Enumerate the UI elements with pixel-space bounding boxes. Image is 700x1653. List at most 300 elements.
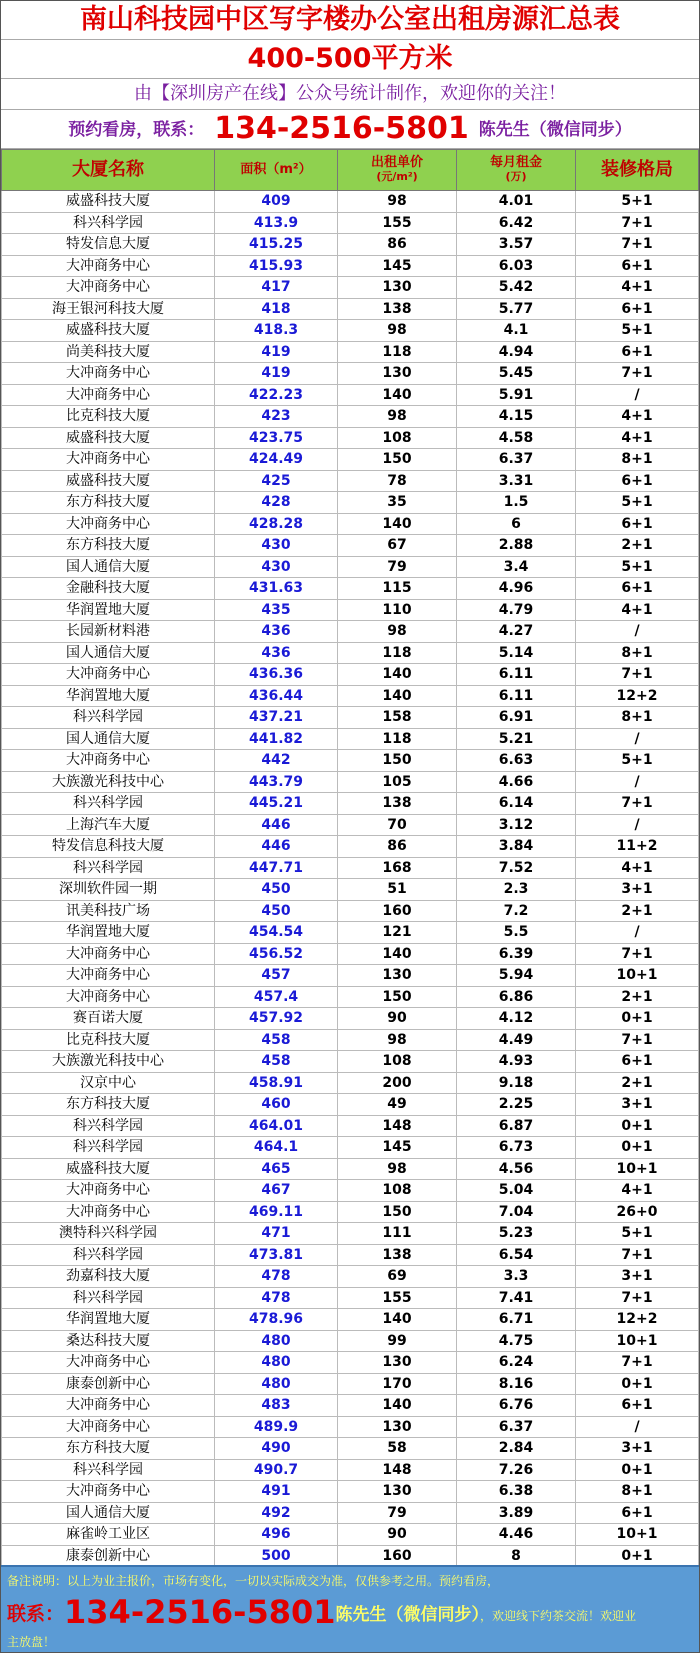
unit-price-cell: 70 (338, 814, 457, 836)
monthly-rent-cell: 5.14 (457, 642, 576, 664)
area-cell: 441.82 (215, 728, 338, 750)
unit-price-cell: 140 (338, 1309, 457, 1331)
unit-price-cell: 108 (338, 1180, 457, 1202)
area-cell: 491 (215, 1481, 338, 1503)
building-name-cell: 尚美科技大厦 (2, 341, 215, 363)
layout-cell: 4+1 (576, 1180, 699, 1202)
area-cell: 458 (215, 1051, 338, 1073)
page-title: 南山科技园中区写字楼办公室出租房源汇总表 (1, 1, 699, 40)
monthly-rent-cell: 6.86 (457, 986, 576, 1008)
area-cell: 480 (215, 1352, 338, 1374)
building-name-cell: 讯美科技广场 (2, 900, 215, 922)
area-cell: 415.25 (215, 234, 338, 256)
unit-price-cell: 155 (338, 212, 457, 234)
monthly-rent-cell: 4.01 (457, 191, 576, 213)
table-row (2, 406, 699, 428)
monthly-rent-cell: 4.66 (457, 771, 576, 793)
booking-label: 预约看房，联系： (68, 120, 205, 140)
table-row (2, 1438, 699, 1460)
table-row (2, 986, 699, 1008)
area-cell: 436 (215, 642, 338, 664)
table-row (2, 449, 699, 471)
area-cell: 419 (215, 363, 338, 385)
unit-price-cell: 98 (338, 621, 457, 643)
monthly-rent-cell: 4.49 (457, 1029, 576, 1051)
monthly-rent-cell: 5.23 (457, 1223, 576, 1245)
table-row (2, 191, 699, 213)
area-cell: 450 (215, 879, 338, 901)
building-name-cell: 科兴科学园 (2, 1115, 215, 1137)
table-row (2, 642, 699, 664)
layout-cell: 3+1 (576, 1094, 699, 1116)
table-row (2, 922, 699, 944)
header-phone-number: 134-2516-5801 (214, 111, 469, 146)
building-name-cell: 大族激光科技中心 (2, 1051, 215, 1073)
layout-cell: 2+1 (576, 1072, 699, 1094)
layout-cell: 5+1 (576, 750, 699, 772)
unit-price-cell: 200 (338, 1072, 457, 1094)
layout-cell: 4+1 (576, 277, 699, 299)
unit-price-cell: 78 (338, 470, 457, 492)
table-row (2, 1266, 699, 1288)
table-row (2, 707, 699, 729)
area-cell: 457 (215, 965, 338, 987)
layout-cell: 6+1 (576, 341, 699, 363)
monthly-rent-cell: 5.04 (457, 1180, 576, 1202)
monthly-rent-cell: 6.24 (457, 1352, 576, 1374)
monthly-rent-cell: 5.45 (457, 363, 576, 385)
area-cell: 471 (215, 1223, 338, 1245)
table-row (2, 814, 699, 836)
unit-price-header-label: 出租单价 (370, 155, 423, 171)
table-row (2, 943, 699, 965)
building-name-cell: 特发信息科技大厦 (2, 836, 215, 858)
area-cell: 418 (215, 298, 338, 320)
building-name-cell: 上海汽车大厦 (2, 814, 215, 836)
monthly-rent-cell: 6.11 (457, 685, 576, 707)
area-cell: 496 (215, 1524, 338, 1546)
layout-cell: 6+1 (576, 578, 699, 600)
building-name-cell: 长园新材料港 (2, 621, 215, 643)
building-name-cell: 大冲商务中心 (2, 943, 215, 965)
layout-cell: 7+1 (576, 234, 699, 256)
monthly-rent-cell: 3.31 (457, 470, 576, 492)
table-row (2, 1244, 699, 1266)
layout-cell: 4+1 (576, 427, 699, 449)
monthly-rent-cell: 5.42 (457, 277, 576, 299)
unit-price-cell: 108 (338, 1051, 457, 1073)
building-name-cell: 大冲商务中心 (2, 363, 215, 385)
layout-cell: 11+2 (576, 836, 699, 858)
unit-price-cell: 98 (338, 406, 457, 428)
building-name-cell: 威盛科技大厦 (2, 320, 215, 342)
table-row (2, 793, 699, 815)
area-cell: 446 (215, 836, 338, 858)
area-range-subtitle: 400-500平方米 (1, 40, 699, 79)
layout-cell: 7+1 (576, 793, 699, 815)
building-name-cell: 威盛科技大厦 (2, 427, 215, 449)
unit-price-cell: 111 (338, 1223, 457, 1245)
building-name-cell: 东方科技大厦 (2, 535, 215, 557)
monthly-rent-cell: 4.75 (457, 1330, 576, 1352)
layout-cell: 8+1 (576, 449, 699, 471)
building-name-cell: 劲嘉科技大厦 (2, 1266, 215, 1288)
table-row (2, 685, 699, 707)
layout-cell: 0+1 (576, 1459, 699, 1481)
layout-cell: 5+1 (576, 492, 699, 514)
column-header-building: 大厦名称 (2, 150, 215, 191)
table-row (2, 728, 699, 750)
monthly-rent-cell: 3.3 (457, 1266, 576, 1288)
table-row (2, 1137, 699, 1159)
layout-cell: / (576, 1416, 699, 1438)
monthly-rent-cell: 6.03 (457, 255, 576, 277)
monthly-rent-cell: 4.58 (457, 427, 576, 449)
table-row (2, 320, 699, 342)
unit-price-cell: 51 (338, 879, 457, 901)
building-name-cell: 科兴科学园 (2, 1459, 215, 1481)
layout-cell: 5+1 (576, 556, 699, 578)
layout-cell: 7+1 (576, 1352, 699, 1374)
monthly-rent-cell: 7.52 (457, 857, 576, 879)
monthly-rent-cell: 4.12 (457, 1008, 576, 1030)
table-row (2, 900, 699, 922)
area-cell: 436.36 (215, 664, 338, 686)
building-name-cell: 科兴科学园 (2, 1244, 215, 1266)
table-row (2, 277, 699, 299)
layout-cell: 6+1 (576, 298, 699, 320)
table-row (2, 1416, 699, 1438)
table-row (2, 879, 699, 901)
table-row (2, 1008, 699, 1030)
table-row (2, 771, 699, 793)
area-cell: 445.21 (215, 793, 338, 815)
layout-cell: 10+1 (576, 1524, 699, 1546)
monthly-rent-cell: 8.16 (457, 1373, 576, 1395)
layout-cell: 6+1 (576, 255, 699, 277)
layout-cell: 7+1 (576, 664, 699, 686)
unit-price-cell: 58 (338, 1438, 457, 1460)
layout-cell: 3+1 (576, 1266, 699, 1288)
monthly-rent-cell: 4.15 (457, 406, 576, 428)
unit-price-cell: 105 (338, 771, 457, 793)
table-row (2, 427, 699, 449)
layout-cell: 7+1 (576, 212, 699, 234)
area-cell: 465 (215, 1158, 338, 1180)
layout-cell: 0+1 (576, 1373, 699, 1395)
building-name-cell: 大冲商务中心 (2, 255, 215, 277)
table-row (2, 1395, 699, 1417)
building-name-cell: 比克科技大厦 (2, 1029, 215, 1051)
monthly-rent-cell: 6.87 (457, 1115, 576, 1137)
unit-price-cell: 170 (338, 1373, 457, 1395)
table-row (2, 1373, 699, 1395)
unit-price-cell: 140 (338, 513, 457, 535)
table-row (2, 1287, 699, 1309)
footer-banner (1, 1565, 699, 1652)
building-name-cell: 康泰创新中心 (2, 1373, 215, 1395)
monthly-rent-cell: 6.54 (457, 1244, 576, 1266)
area-cell: 422.23 (215, 384, 338, 406)
building-name-cell: 比克科技大厦 (2, 406, 215, 428)
table-row (2, 857, 699, 879)
unit-price-cell: 150 (338, 449, 457, 471)
layout-cell: 0+1 (576, 1137, 699, 1159)
area-cell: 428 (215, 492, 338, 514)
column-header-unit-price (338, 150, 457, 191)
unit-price-cell: 86 (338, 234, 457, 256)
area-cell: 458.91 (215, 1072, 338, 1094)
layout-cell: 8+1 (576, 642, 699, 664)
layout-cell: 7+1 (576, 1287, 699, 1309)
unit-price-cell: 150 (338, 986, 457, 1008)
unit-price-cell: 158 (338, 707, 457, 729)
building-name-cell: 特发信息大厦 (2, 234, 215, 256)
building-name-cell: 科兴科学园 (2, 793, 215, 815)
unit-price-cell: 118 (338, 341, 457, 363)
table-row (2, 1545, 699, 1567)
monthly-rent-cell: 9.18 (457, 1072, 576, 1094)
layout-cell: 12+2 (576, 1309, 699, 1331)
layout-cell: 26+0 (576, 1201, 699, 1223)
monthly-rent-cell: 4.1 (457, 320, 576, 342)
table-row (2, 1481, 699, 1503)
listing-table (1, 149, 699, 1567)
table-row (2, 1094, 699, 1116)
table-header-row (2, 150, 699, 191)
layout-cell: 4+1 (576, 406, 699, 428)
footer-phone-number: 134-2516-5801 (64, 1593, 336, 1631)
footer-invite-text: ，欢迎线下约茶交流！欢迎业 (480, 1609, 637, 1623)
unit-price-cell: 98 (338, 1158, 457, 1180)
area-cell: 460 (215, 1094, 338, 1116)
layout-cell: / (576, 384, 699, 406)
area-cell: 478 (215, 1266, 338, 1288)
monthly-rent-cell: 3.57 (457, 234, 576, 256)
layout-cell: 6+1 (576, 513, 699, 535)
unit-price-cell: 138 (338, 793, 457, 815)
footer-contact-label: 联系： (7, 1603, 65, 1625)
layout-cell: 5+1 (576, 1223, 699, 1245)
monthly-rent-cell: 6.39 (457, 943, 576, 965)
area-cell: 489.9 (215, 1416, 338, 1438)
monthly-rent-cell: 2.84 (457, 1438, 576, 1460)
unit-price-cell: 145 (338, 255, 457, 277)
table-row (2, 1072, 699, 1094)
unit-price-cell: 86 (338, 836, 457, 858)
layout-cell: 6+1 (576, 470, 699, 492)
unit-price-cell: 140 (338, 943, 457, 965)
layout-cell: 6+1 (576, 1502, 699, 1524)
footer-invite-continued: 主放盘！ (7, 1635, 56, 1649)
table-row (2, 363, 699, 385)
layout-cell: 6+1 (576, 1051, 699, 1073)
monthly-rent-cell: 7.26 (457, 1459, 576, 1481)
area-cell: 447.71 (215, 857, 338, 879)
unit-price-cell: 118 (338, 728, 457, 750)
table-row (2, 255, 699, 277)
building-name-cell: 大冲商务中心 (2, 1180, 215, 1202)
unit-price-cell: 140 (338, 384, 457, 406)
unit-price-cell: 130 (338, 1416, 457, 1438)
building-name-cell: 国人通信大厦 (2, 1502, 215, 1524)
unit-price-cell: 150 (338, 1201, 457, 1223)
layout-cell: 0+1 (576, 1115, 699, 1137)
area-cell: 442 (215, 750, 338, 772)
building-name-cell: 大冲商务中心 (2, 449, 215, 471)
area-cell: 423 (215, 406, 338, 428)
monthly-rent-cell: 7.2 (457, 900, 576, 922)
building-name-cell: 国人通信大厦 (2, 556, 215, 578)
building-name-cell: 华润置地大厦 (2, 1309, 215, 1331)
unit-price-cell: 110 (338, 599, 457, 621)
building-name-cell: 科兴科学园 (2, 707, 215, 729)
table-row (2, 1029, 699, 1051)
table-row (2, 1524, 699, 1546)
area-cell: 443.79 (215, 771, 338, 793)
area-cell: 483 (215, 1395, 338, 1417)
table-row (2, 1459, 699, 1481)
unit-price-cell: 155 (338, 1287, 457, 1309)
area-cell: 423.75 (215, 427, 338, 449)
area-cell: 500 (215, 1545, 338, 1567)
unit-price-cell: 168 (338, 857, 457, 879)
table-row (2, 492, 699, 514)
building-name-cell: 大冲商务中心 (2, 1201, 215, 1223)
area-cell: 428.28 (215, 513, 338, 535)
unit-price-cell: 130 (338, 277, 457, 299)
monthly-rent-cell: 6.37 (457, 1416, 576, 1438)
unit-price-cell: 98 (338, 191, 457, 213)
area-cell: 436 (215, 621, 338, 643)
unit-price-cell: 130 (338, 965, 457, 987)
building-name-cell: 汉京中心 (2, 1072, 215, 1094)
building-name-cell: 科兴科学园 (2, 1137, 215, 1159)
monthly-rent-cell: 6 (457, 513, 576, 535)
building-name-cell: 大冲商务中心 (2, 664, 215, 686)
layout-cell: 8+1 (576, 707, 699, 729)
area-cell: 492 (215, 1502, 338, 1524)
area-cell: 417 (215, 277, 338, 299)
building-name-cell: 桑达科技大厦 (2, 1330, 215, 1352)
layout-cell: 7+1 (576, 363, 699, 385)
table-body (2, 191, 699, 1567)
area-cell: 457.92 (215, 1008, 338, 1030)
table-row (2, 1330, 699, 1352)
layout-cell: 7+1 (576, 1244, 699, 1266)
layout-cell: 12+2 (576, 685, 699, 707)
monthly-rent-cell: 3.12 (457, 814, 576, 836)
monthly-rent-cell: 5.94 (457, 965, 576, 987)
area-cell: 454.54 (215, 922, 338, 944)
layout-cell: 4+1 (576, 857, 699, 879)
area-cell: 478 (215, 1287, 338, 1309)
monthly-rent-cell: 4.46 (457, 1524, 576, 1546)
area-cell: 430 (215, 556, 338, 578)
monthly-rent-cell: 1.5 (457, 492, 576, 514)
building-name-cell: 大族激光科技中心 (2, 771, 215, 793)
area-cell: 490 (215, 1438, 338, 1460)
monthly-rent-cell: 7.41 (457, 1287, 576, 1309)
area-cell: 480 (215, 1373, 338, 1395)
monthly-rent-cell: 6.91 (457, 707, 576, 729)
monthly-rent-cell: 6.38 (457, 1481, 576, 1503)
area-cell: 450 (215, 900, 338, 922)
building-name-cell: 威盛科技大厦 (2, 470, 215, 492)
unit-price-cell: 49 (338, 1094, 457, 1116)
building-name-cell: 大冲商务中心 (2, 1416, 215, 1438)
area-cell: 415.93 (215, 255, 338, 277)
unit-price-cell: 67 (338, 535, 457, 557)
table-row (2, 1309, 699, 1331)
building-name-cell: 华润置地大厦 (2, 685, 215, 707)
unit-price-cell: 138 (338, 298, 457, 320)
layout-cell: 4+1 (576, 599, 699, 621)
table-row (2, 1502, 699, 1524)
footer-note: 备注说明：以上为业主报价，市场有变化，一切以实际成交为准，仅供参考之用。预约看房， (7, 1574, 500, 1588)
footer-contact-name: 陈先生（微信同步） (335, 1605, 480, 1625)
unit-price-cell: 140 (338, 1395, 457, 1417)
table-row (2, 470, 699, 492)
header-contact-name: 陈先生（微信同步） (478, 120, 632, 140)
area-cell: 478.96 (215, 1309, 338, 1331)
layout-cell: 7+1 (576, 943, 699, 965)
layout-cell: 2+1 (576, 900, 699, 922)
building-name-cell: 大冲商务中心 (2, 1352, 215, 1374)
building-name-cell: 威盛科技大厦 (2, 1158, 215, 1180)
layout-cell: / (576, 771, 699, 793)
unit-price-cell: 130 (338, 1352, 457, 1374)
monthly-rent-cell: 6.76 (457, 1395, 576, 1417)
unit-price-cell: 79 (338, 556, 457, 578)
layout-cell: / (576, 922, 699, 944)
area-cell: 425 (215, 470, 338, 492)
unit-price-cell: 121 (338, 922, 457, 944)
layout-cell: 7+1 (576, 1029, 699, 1051)
table-row (2, 1352, 699, 1374)
table-row (2, 836, 699, 858)
building-name-cell: 东方科技大厦 (2, 492, 215, 514)
building-name-cell: 大冲商务中心 (2, 277, 215, 299)
area-cell: 430 (215, 535, 338, 557)
footer-contact-line (7, 1593, 693, 1631)
monthly-rent-cell: 4.94 (457, 341, 576, 363)
table-row (2, 1201, 699, 1223)
building-name-cell: 大冲商务中心 (2, 1395, 215, 1417)
table-row (2, 341, 699, 363)
area-cell: 418.3 (215, 320, 338, 342)
table-row (2, 578, 699, 600)
monthly-rent-cell: 4.79 (457, 599, 576, 621)
area-cell: 480 (215, 1330, 338, 1352)
monthly-rent-cell: 2.3 (457, 879, 576, 901)
building-name-cell: 康泰创新中心 (2, 1545, 215, 1567)
building-name-cell: 大冲商务中心 (2, 1481, 215, 1503)
table-row (2, 1158, 699, 1180)
table-row (2, 1223, 699, 1245)
monthly-rent-cell: 2.88 (457, 535, 576, 557)
unit-price-cell: 35 (338, 492, 457, 514)
unit-price-cell: 108 (338, 427, 457, 449)
monthly-rent-cell: 5.5 (457, 922, 576, 944)
monthly-rent-cell: 5.91 (457, 384, 576, 406)
monthly-rent-cell: 3.89 (457, 1502, 576, 1524)
layout-cell: 2+1 (576, 535, 699, 557)
layout-cell: 6+1 (576, 1395, 699, 1417)
monthly-rent-cell: 6.71 (457, 1309, 576, 1331)
building-name-cell: 华润置地大厦 (2, 599, 215, 621)
layout-cell: 0+1 (576, 1008, 699, 1030)
